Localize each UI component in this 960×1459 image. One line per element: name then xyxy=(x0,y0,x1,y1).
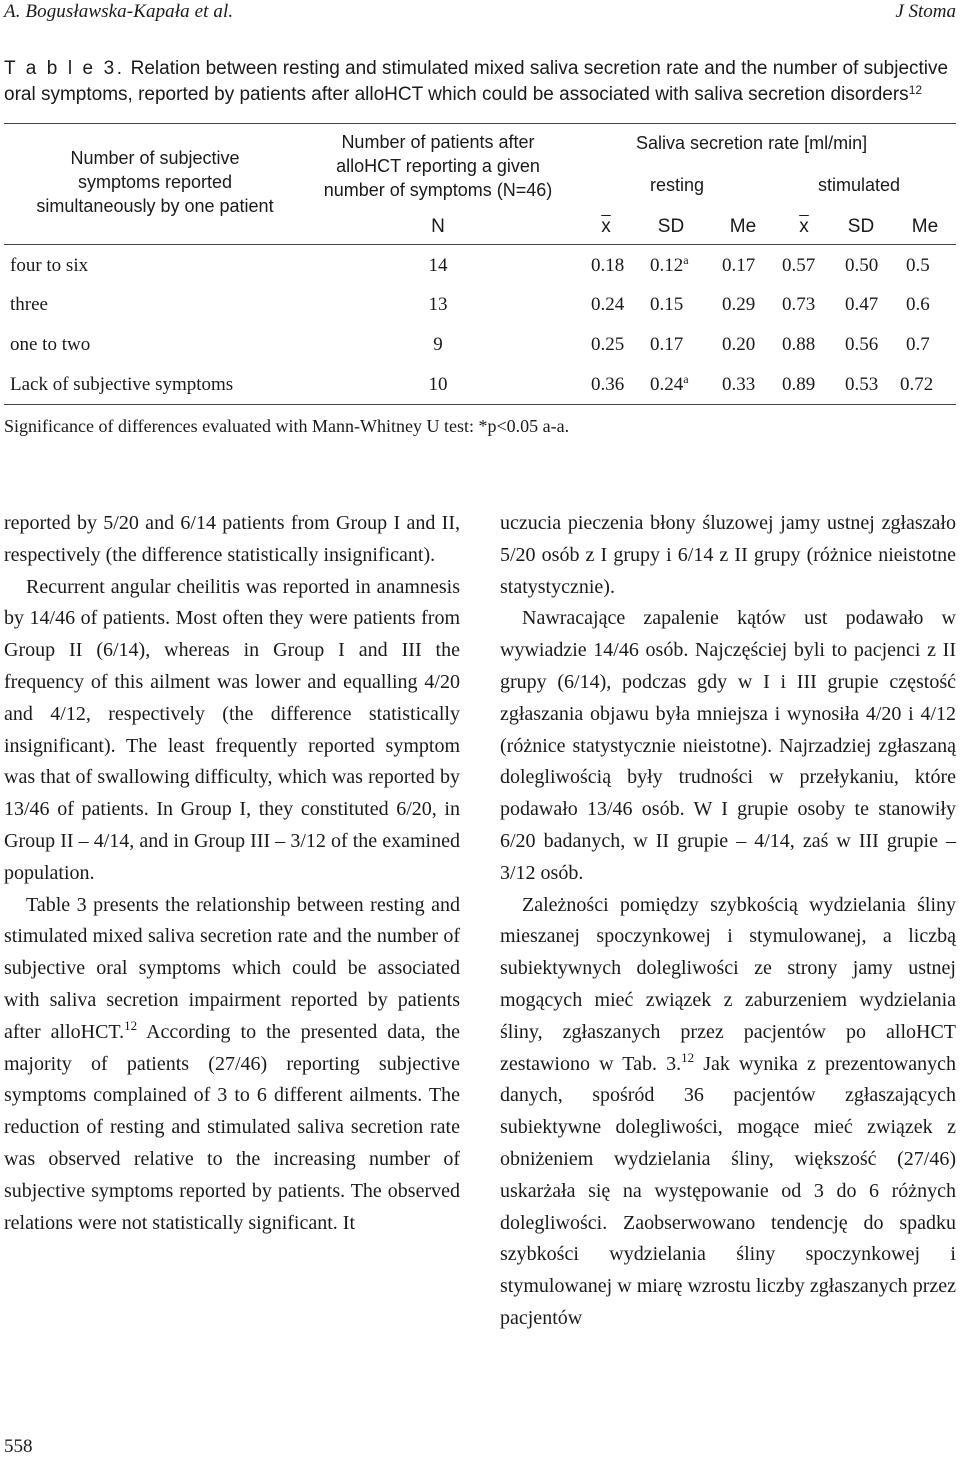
cell-n: 10 xyxy=(428,374,448,395)
cell-stimulated-median: 0.7 xyxy=(906,334,930,355)
cell-stimulated-mean: 0.89 xyxy=(782,374,816,395)
cell-stimulated-mean: 0.73 xyxy=(782,294,816,315)
cell-stimulated-median: 0.6 xyxy=(906,294,930,315)
table-top-rule xyxy=(4,123,956,124)
paragraph-text: Jak wynika z prezentowanych danych, spośród 36 pacjentów zgłaszających subiektywne dolegliwości, mogące mieć związek z obniżeniem wydzielania śliny, większość (27/46) uskarżała się na występowanie od 3 do 6 różnych dolegliwości. Zaobserwowano tendencję do spadku szybkości wydzielania śliny spoczynkowej i stymulowanej w miarę wzrostu liczby zgłaszanych przez pacjentów xyxy=(500,1052,956,1329)
subheader-n: N xyxy=(431,216,445,237)
table-header-rule xyxy=(4,244,956,245)
cell-value: 0.24 xyxy=(650,374,684,395)
page-number: 558 xyxy=(4,1436,33,1457)
cell-stimulated-mean: 0.88 xyxy=(782,334,816,355)
paragraph-text: Table 3 presents the relationship between resting and stimulated mixed saliva secretion rate and the number of subjective oral symptoms which could be associated with saliva secretion impairment reported by patients after alloHCT. xyxy=(4,893,460,1043)
header-line: simultaneously by one patient xyxy=(36,196,274,216)
cell-stimulated-sd: 0.50 xyxy=(845,255,879,276)
table-caption-text: Relation between resting and stimulated mixed saliva secretion rate and the number of subjective oral symptoms, reported by patients after alloHCT which could be associated with saliva secretion disorders xyxy=(4,58,949,105)
cell-stimulated-median: 0.72 xyxy=(900,374,934,395)
table-label: T a b l e 3. xyxy=(4,58,125,79)
paragraph xyxy=(500,890,956,1335)
cell-resting-sd xyxy=(650,255,689,277)
cell-resting-median: 0.20 xyxy=(722,334,756,355)
cell-value: 0.12 xyxy=(650,255,684,276)
cell-stimulated-mean: 0.57 xyxy=(782,255,816,276)
paragraph: Recurrent angular cheilitis was reported in anamnesis by 14/46 of patients. Most often they were patients from Group II (6/14), whereas in Group I and III the frequency of this ailment was lower and equalling 4/20 and 4/12, respectively (the difference statistically insignificant). The least frequently reported symptom was that of swallowing difficulty, which was reported by 13/46 of patients. In Group I, they constituted 6/20, in Group II – 4/14, and in Group III – 3/12 of the examined population. xyxy=(4,575,460,884)
cell-stimulated-sd: 0.56 xyxy=(845,334,879,355)
cell-resting-sd xyxy=(650,374,689,396)
table-footnote: Significance of differences evaluated with Mann-Whitney U test: *p<0.05 a-a. xyxy=(4,416,570,436)
paragraph: uczucia pieczenia błony śluzowej jamy ustnej zgłaszało 5/20 osób z I grupy i 6/14 z II grupy (różnice nieistotne statystycznie). xyxy=(500,512,956,598)
header-line: alloHCT reporting a given xyxy=(336,156,540,176)
subheader-resting-sd: SD xyxy=(657,216,685,237)
subheader-stimulated-mean: $\overline{x}$ xyxy=(799,216,809,237)
header-line: symptoms reported xyxy=(77,172,233,192)
running-head-journal: J Stoma xyxy=(895,1,956,22)
header-line: Number of patients after xyxy=(341,132,535,152)
cell-resting-median: 0.29 xyxy=(722,294,756,315)
significance-mark: a xyxy=(683,372,689,386)
cell-resting-sd: 0.17 xyxy=(650,334,684,355)
cell-n: 13 xyxy=(428,294,448,315)
cell-stimulated-sd: 0.47 xyxy=(845,294,879,315)
citation-reference: 12 xyxy=(681,1049,695,1065)
row-label: one to two xyxy=(10,334,91,355)
cell-resting-mean: 0.25 xyxy=(591,334,625,355)
body-column-polish xyxy=(500,508,956,1335)
column-header-patients xyxy=(300,130,576,202)
row-label: Lack of subjective symptoms xyxy=(10,374,234,395)
running-head-authors: A. Bogusławska-Kapała et al. xyxy=(4,1,234,22)
header-line: Number of subjective xyxy=(70,148,240,168)
paragraph: Nawracające zapalenie kątów ust podawało w wywiadzie 14/46 osób. Najczęściej byli to pacjenci z II grupy (6/14), podczas gdy w I i III grupie częstość zgłaszania objawu była mniejsza i wynosiła 4/20 i 4/12 (różnice statystycznie nieistotne). Najrzadziej zgłaszaną dolegliwością były trudności w przełykaniu, które podawało 13/46 osób. W I grupie osoby te stanowiły 6/20 badanych, w II grupie – 4/14, zaś w III grupie – 3/12 osób. xyxy=(500,607,956,884)
cell-resting-mean: 0.24 xyxy=(591,294,625,315)
cell-resting-mean: 0.36 xyxy=(591,374,625,395)
paragraph xyxy=(4,890,460,1240)
paragraph-text: According to the presented data, the majority of patients (27/46) reporting subjective symptoms complained of 3 to 6 different ailments. The reduction of resting and stimulated saliva secretion rate was observed relative to the increasing number of subjective symptoms reported by patients. The observed relations were not statistically significant. It xyxy=(4,1020,460,1234)
column-header-resting: resting xyxy=(650,175,705,195)
row-label: four to six xyxy=(10,255,89,276)
subheader-stimulated-sd: SD xyxy=(847,216,875,237)
cell-stimulated-sd: 0.53 xyxy=(845,374,879,395)
significance-mark: a xyxy=(683,253,689,267)
column-header-saliva-rate: Saliva secretion rate [ml/min] xyxy=(636,133,868,153)
citation-reference: 12 xyxy=(124,1017,138,1033)
cell-resting-mean: 0.18 xyxy=(591,255,625,276)
row-label: three xyxy=(10,294,48,315)
cell-resting-sd: 0.15 xyxy=(650,294,684,315)
table-bottom-rule xyxy=(4,404,956,405)
subheader-resting-mean: $\overline{x}$ xyxy=(601,216,611,237)
table-caption xyxy=(4,56,956,108)
cell-n: 14 xyxy=(428,255,448,276)
cell-resting-median: 0.17 xyxy=(722,255,756,276)
cell-stimulated-median: 0.5 xyxy=(906,255,930,276)
column-header-stimulated: stimulated xyxy=(818,175,901,195)
table-caption-reference: 12 xyxy=(908,83,923,97)
body-column-english xyxy=(4,508,460,1239)
column-header-symptoms xyxy=(10,146,300,218)
paragraph: reported by 5/20 and 6/14 patients from Group I and II, respectively (the difference statistically insignificant). xyxy=(4,512,460,566)
paragraph-text: Zależności pomiędzy szybkością wydzielania śliny mieszanej spoczynkowej i stymulowanej, a liczbą subiektywnych dolegliwości ze strony jamy ustnej mogących mieć związek z zaburzeniem wydzielania śliny, zgłaszanych przez pacjentów po alloHCT zestawiono w Tab. 3. xyxy=(500,893,956,1075)
header-line: number of symptoms (N=46) xyxy=(323,180,553,200)
subheader-resting-median: Me xyxy=(729,216,757,237)
cell-resting-median: 0.33 xyxy=(722,374,756,395)
cell-n: 9 xyxy=(433,334,443,355)
subheader-stimulated-median: Me xyxy=(911,216,939,237)
